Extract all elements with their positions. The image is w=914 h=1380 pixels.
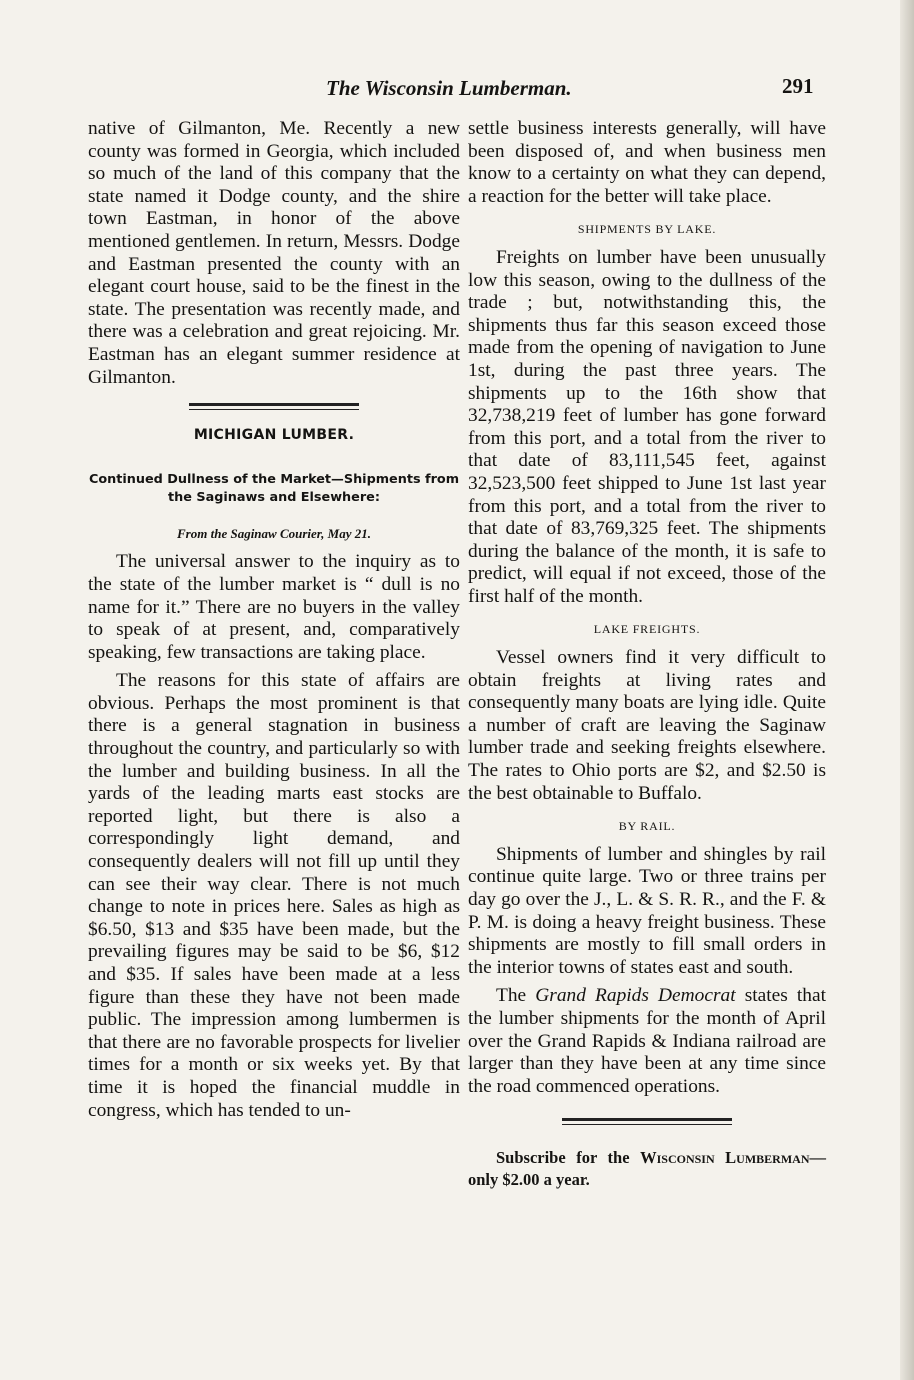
running-title: The Wisconsin Lumberman.	[326, 76, 572, 100]
article-paragraph	[468, 985, 826, 1098]
article-paragraph: Freights on lumber have been unusually low this season, owing to the dullness of the trade ; but, notwithstanding this, the shipments thus far this season exceed those made from the opening of navigation to June 1st, during the past three years. The shipments up to the 16th show that 32,738,219 feet of lumber has gone forward from this port, and a total from the river to that date of 83,111,545 feet, against 32,523,500 feet shipped to June 1st last year from this port, and a total from the river to that date of 83,769,325 feet. The shipments during the balance of the month, it is safe to predict, will equal if not exceed, those of the first half of the month.	[468, 246, 826, 607]
article-subhead: Continued Dullness of the Market—Shipments from the Saginaws and Elsewhere:	[88, 471, 460, 505]
continued-paragraph: settle business interests generally, will have been disposed of, and when business men know to a certainty on what they can depend, a reaction for the better will take place.	[468, 118, 826, 207]
section-heading: BY RAIL.	[618, 819, 676, 834]
page-header	[0, 74, 914, 104]
text-run: The	[496, 985, 536, 1007]
left-column	[88, 118, 460, 1122]
article-paragraph: The universal answer to the inquiry as to the state of the lumber market is “ dull is no name for it.” There are no buyers in the valley to speak of at present, and, comparatively speaking, few transactions are taking place.	[88, 551, 460, 663]
article-paragraph: Vessel owners find it very difficult to obtain freights at living rates and consequently many boats are lying idle. Quite a number of craft are leaving the Saginaw lumber trade and seeking freights elsewhere. The rates to Ohio ports are $2, and $2.50 is the best obtainable to Buffalo.	[468, 647, 826, 804]
intro-paragraph: native of Gilmanton, Me. Recently a new county was formed in Georgia, which included so much of the land of this company that the state named it Dodge county, and the shire town Eastman, in honor of the above mentioned gentlemen. In return, Messrs. Dodge and Eastman presented the county with an elegant court house, said to be the finest in the state. The presentation was recently made, and there was a celebration and great rejoicing. Mr. Eastman has an elegant summer residence at Gilmanton.	[88, 118, 460, 388]
publication-name: Wisconsin Lumberman	[640, 1148, 810, 1168]
text-run: Subscribe for the	[496, 1148, 641, 1168]
section-divider	[562, 1118, 732, 1125]
article-headline: MICHIGAN LUMBER.	[193, 427, 355, 444]
newspaper-title: Grand Rapids Democrat	[535, 985, 736, 1007]
article-paragraph: Shipments of lumber and shingles by rail continue quite large. Two or three trains per day go over the J., L. & S. R. R., and the F. & P. M. is doing a heavy freight business. These shipments are mostly to fill small orders in the interior towns of states east and south.	[468, 843, 826, 978]
page-edge	[900, 0, 914, 1380]
article-source: From the Saginaw Courier, May 21.	[177, 525, 371, 541]
subscribe-notice	[468, 1147, 826, 1191]
text-run: states that the lumber shipments for the month of April over the Grand Rapids & Indiana railroad are larger than they have been at any time since the road commenced operations.	[468, 985, 826, 1097]
section-heading: SHIPMENTS BY LAKE.	[577, 222, 717, 237]
right-column	[468, 118, 826, 1191]
article-paragraph: The reasons for this state of affairs are obvious. Perhaps the most prominent is that there is a general stagnation in business throughout the country, and particularly so with the lumber and building business. In all the yards of the leading marts east stocks are reported light, but there is also a correspondingly light demand, and consequently dealers will not fill up until they can see their way clear. There is not much change to note in prices here. Sales as high as $6.50, $13 and $35 have been made, but the prevailing figures may be said to be $6, $12 and $35. If sales have been made at a less figure than these they have not been made public. The impression among lumbermen is that there are no favorable prospects for livelier times for a month or six weeks yet. By that time it is hoped the financial muddle in congress, which has tended to un-	[88, 670, 460, 1121]
section-divider	[189, 403, 359, 410]
page-number: 291	[782, 74, 814, 98]
text-run: —only $2.00 a year.	[468, 1148, 826, 1190]
section-heading: LAKE FREIGHTS.	[593, 622, 701, 637]
